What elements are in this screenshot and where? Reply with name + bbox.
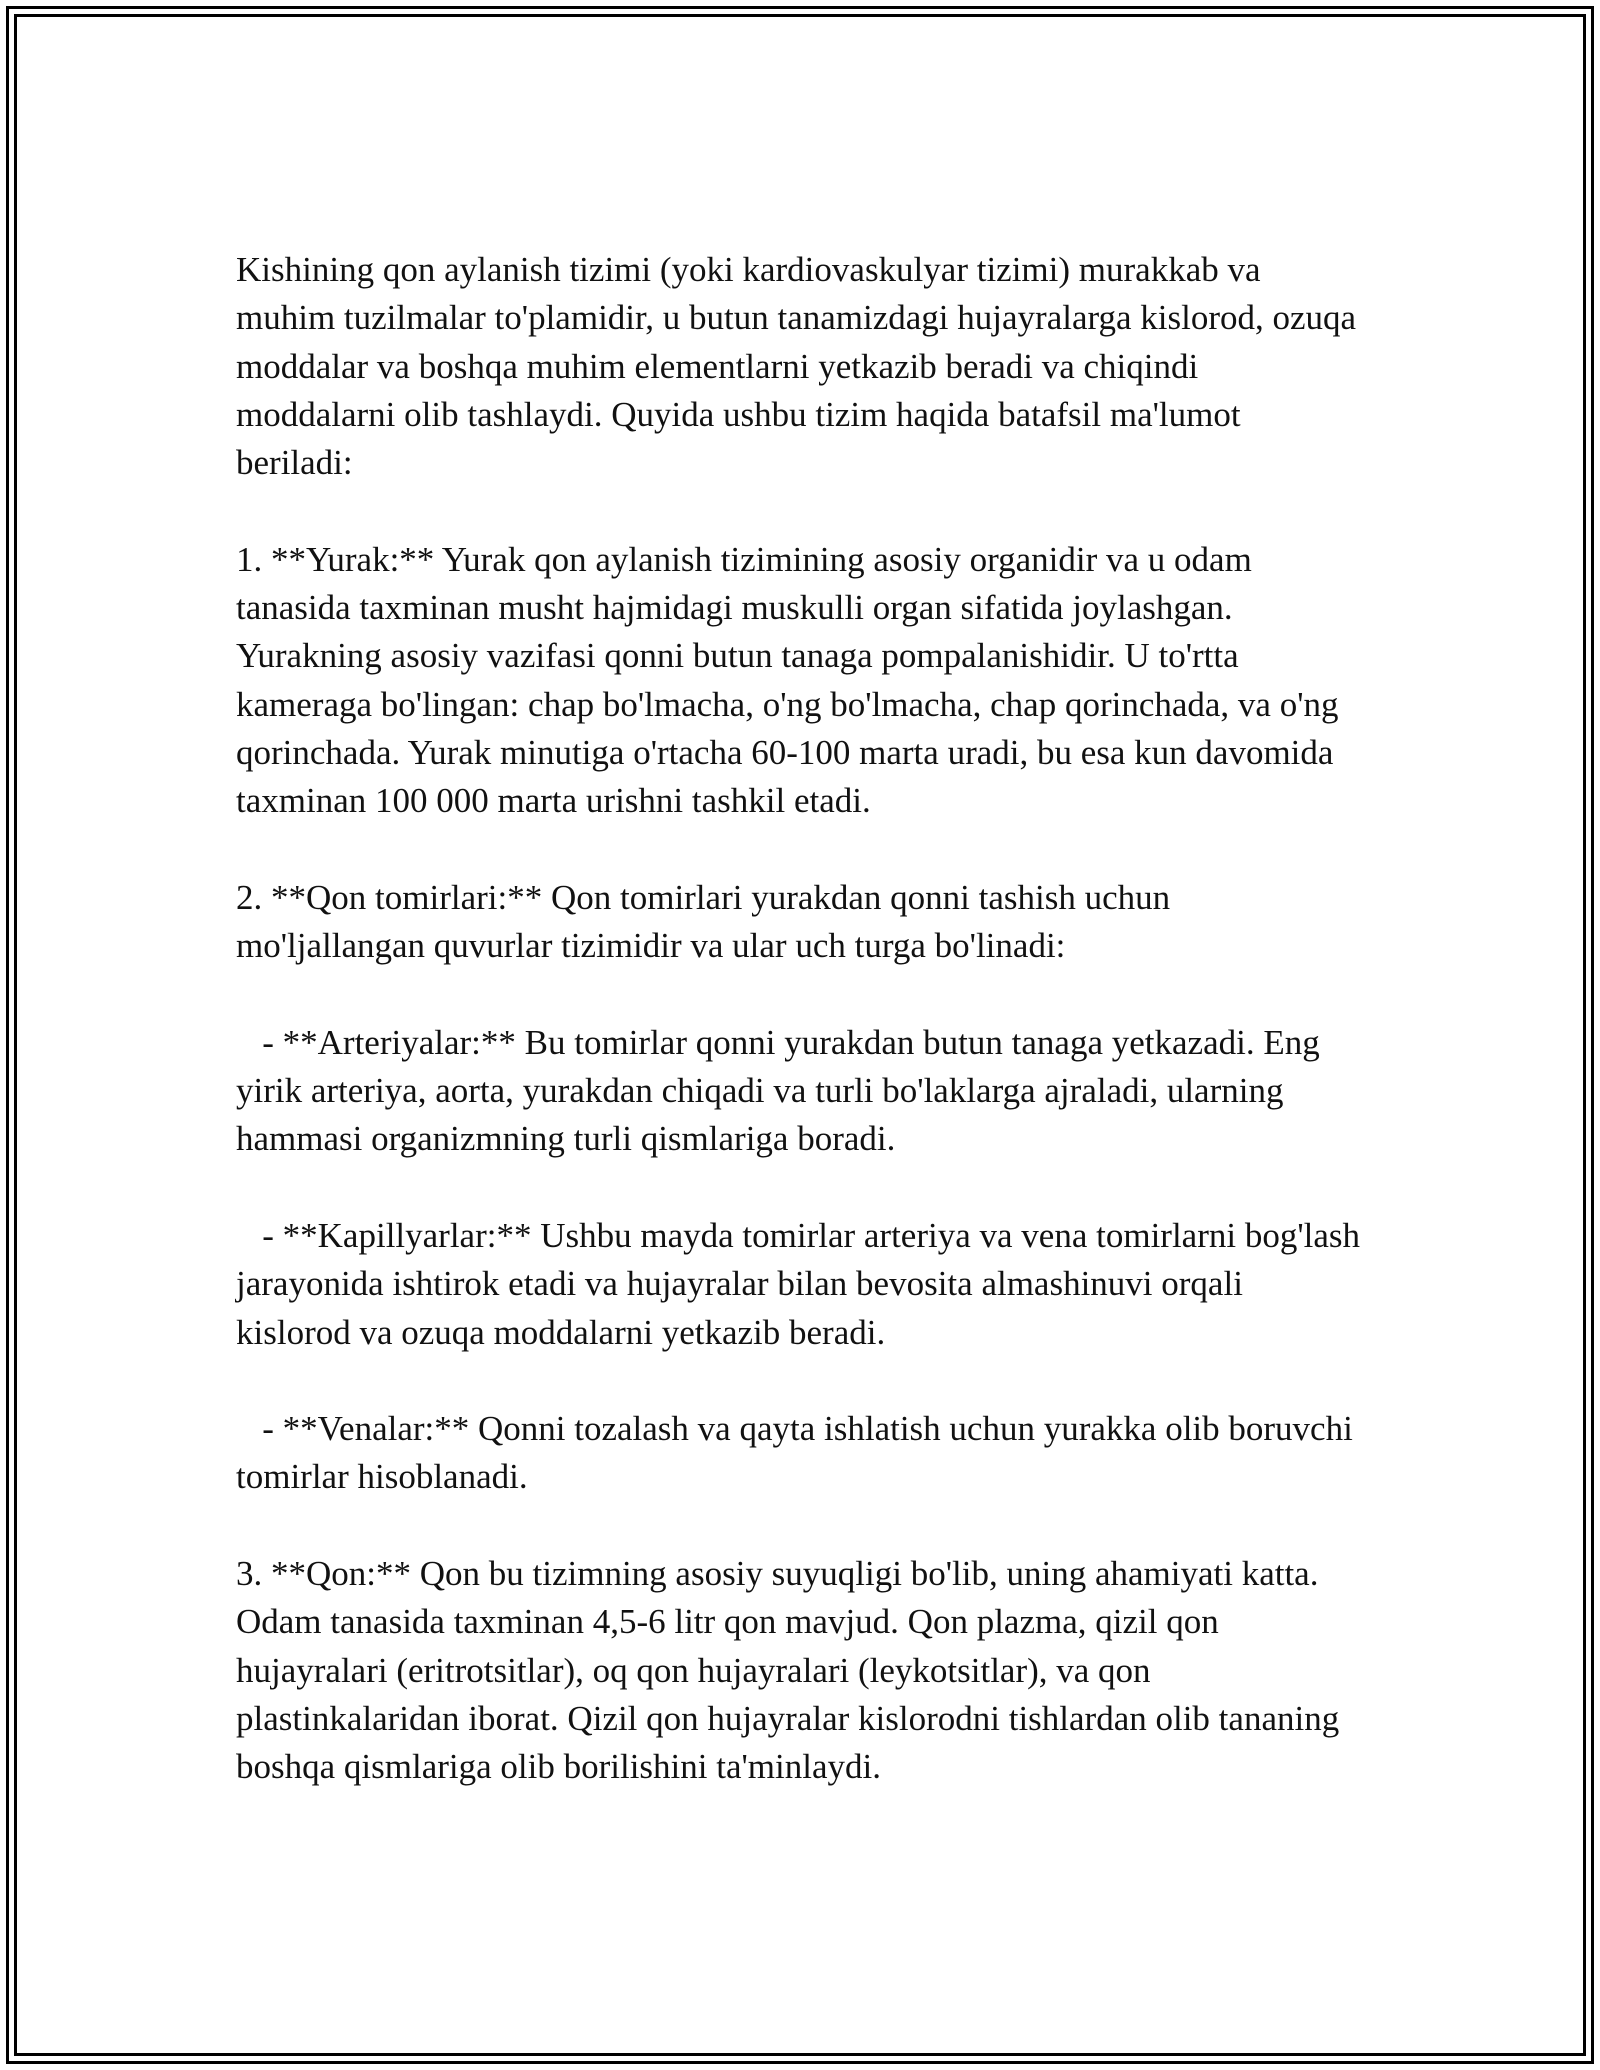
arteries-paragraph: - **Arteriyalar:** Bu tomirlar qonni yurakdan butun tanaga yetkazadi. Eng yirik arteriya, aorta, yurakdan chiqadi va turli bo'laklarga ajraladi, ularning hammasi organizmning turli qismlariga boradi. bbox=[236, 1022, 1329, 1159]
heart-paragraph: 1. **Yurak:** Yurak qon aylanish tizimining asosiy organidir va u odam tanasida taxminan musht hajmidagi muskulli organ sifatida joylashgan. Yurakning asosiy vazifasi qonni butun tanaga pompalanishidir. U to'rtta kameraga bo'lingan: chap bo'lmacha, o'ng bo'lmacha, chap qorinchada, va o'ng qorinchada. Yurak minutiga o'rtacha 60-100 marta uradi, bu esa kun davomida taxminan 100 000 marta urishni tashkil etadi. bbox=[236, 539, 1348, 821]
intro-paragraph: Kishining qon aylanish tizimi (yoki kardiovaskulyar tizimi) murakkab va muhim tuzilmalar to'plamidir, u butun tanamizdagi hujayralarga kislorod, ozuqa moddalar va boshqa muhim elementlarni yetkazib beradi va chiqindi moddalarni olib tashlaydi. Quyida ushbu tizim haqida batafsil ma'lumot beriladi: bbox=[236, 250, 1365, 483]
blood-paragraph: 3. **Qon:** Qon bu tizimning asosiy suyuqligi bo'lib, uning ahamiyati katta. Odam tanasida taxminan 4,5-6 litr qon mavjud. Qon plazma, qizil qon hujayralari (eritrotsitlar), oq qon hujayralari (leykotsitlar), va qon plastinkalaridan iborat. Qizil qon hujayralar kislorodni tishlardan olib tananing boshqa qismlariga olib borilishini ta'minlaydi. bbox=[236, 1554, 1348, 1787]
veins-paragraph: - **Venalar:** Qonni tozalash va qayta ishlatish uchun yurakka olib boruvchi tomirlar hisoblanadi. bbox=[236, 1409, 1362, 1497]
document-body bbox=[236, 246, 1369, 1792]
capillaries-paragraph: - **Kapillyarlar:** Ushbu mayda tomirlar arteriya va vena tomirlarni bog'lash jarayonida ishtirok etadi va hujayralar bilan bevosita almashinuvi orqali kislorod va ozuqa moddalarni yetkazib beradi. bbox=[236, 1215, 1369, 1352]
blood-vessels-paragraph: 2. **Qon tomirlari:** Qon tomirlari yurakdan qonni tashish uchun mo'ljallangan quvurlar tizimidir va ular uch turga bo'linadi: bbox=[236, 877, 1179, 966]
